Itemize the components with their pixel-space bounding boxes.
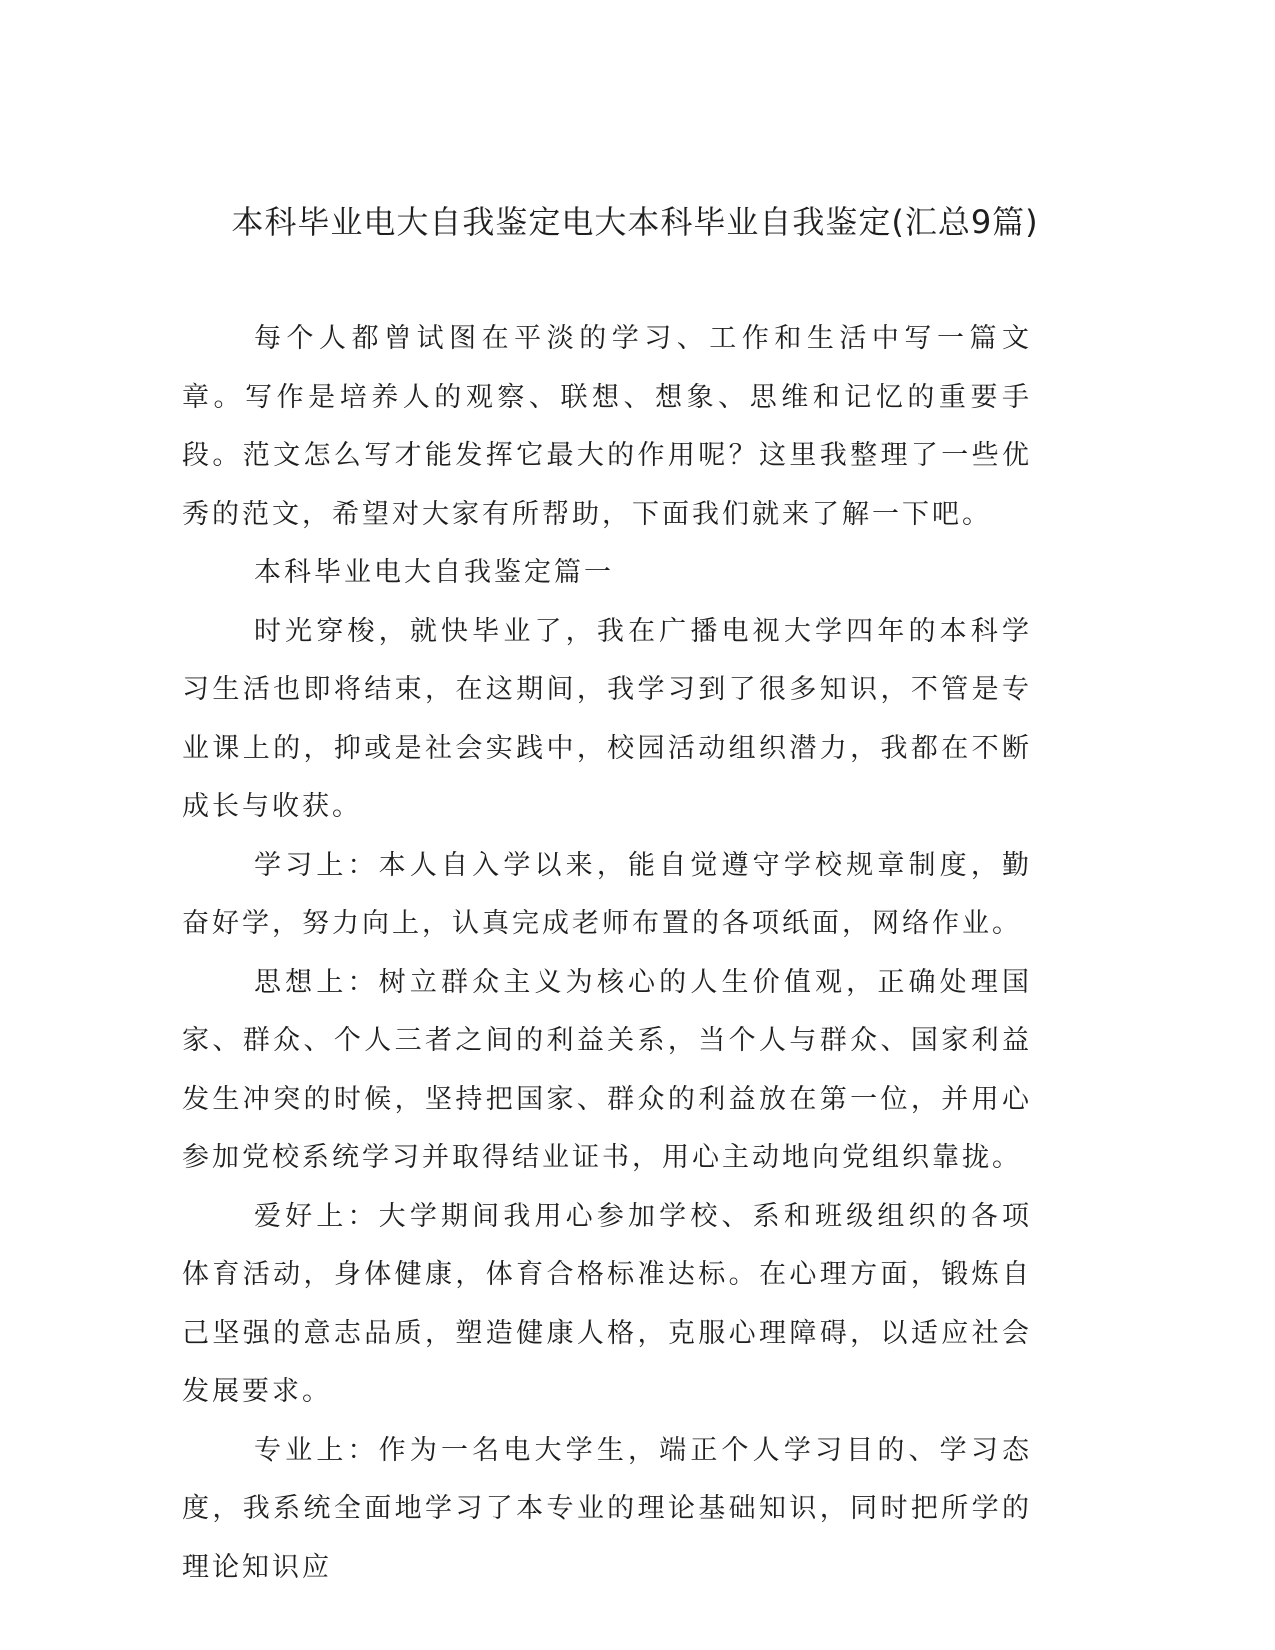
body-paragraph-thought: 思想上：树立群众主义为核心的人生价值观，正确处理国家、群众、个人三者之间的利益关系，当个人与群众、国家利益发生冲突的时候，坚持把国家、群众的利益放在第一位，并用心参加党校系统学习并取得结业证书，用心主动地向党组织靠拢。 (182, 966, 1032, 1173)
intro-paragraph: 每个人都曾试图在平淡的学习、工作和生活中写一篇文章。写作是培养人的观察、联想、想象、思维和记忆的重要手段。范文怎么写才能发挥它最大的作用呢？这里我整理了一些优秀的范文，希望对大家有所帮助，下面我们就来了解一下吧。 (182, 323, 1032, 530)
body-paragraph-study: 学习上：本人自入学以来，能自觉遵守学校规章制度，勤奋好学，努力向上，认真完成老师布置的各项纸面，网络作业。 (182, 849, 1032, 939)
body-paragraph-major: 专业上：作为一名电大学生，端正个人学习目的、学习态度，我系统全面地学习了本专业的理论基础知识，同时把所学的理论知识应 (182, 1434, 1032, 1583)
body-paragraph-hobby: 爱好上：大学期间我用心参加学校、系和班级组织的各项体育活动，身体健康，体育合格标准达标。在心理方面，锻炼自己坚强的意志品质，塑造健康人格，克服心理障碍，以适应社会发展要求。 (182, 1200, 1032, 1407)
body-paragraph-1: 时光穿梭，就快毕业了，我在广播电视大学四年的本科学习生活也即将结束，在这期间，我学习到了很多知识，不管是专业课上的，抑或是社会实践中，校园活动组织潜力，我都在不断成长与收获。 (182, 615, 1032, 822)
document-body (182, 310, 1032, 1597)
document-title: 本科毕业电大自我鉴定电大本科毕业自我鉴定(汇总9篇) (231, 203, 1039, 241)
section-heading: 本科毕业电大自我鉴定篇一 (254, 557, 614, 588)
